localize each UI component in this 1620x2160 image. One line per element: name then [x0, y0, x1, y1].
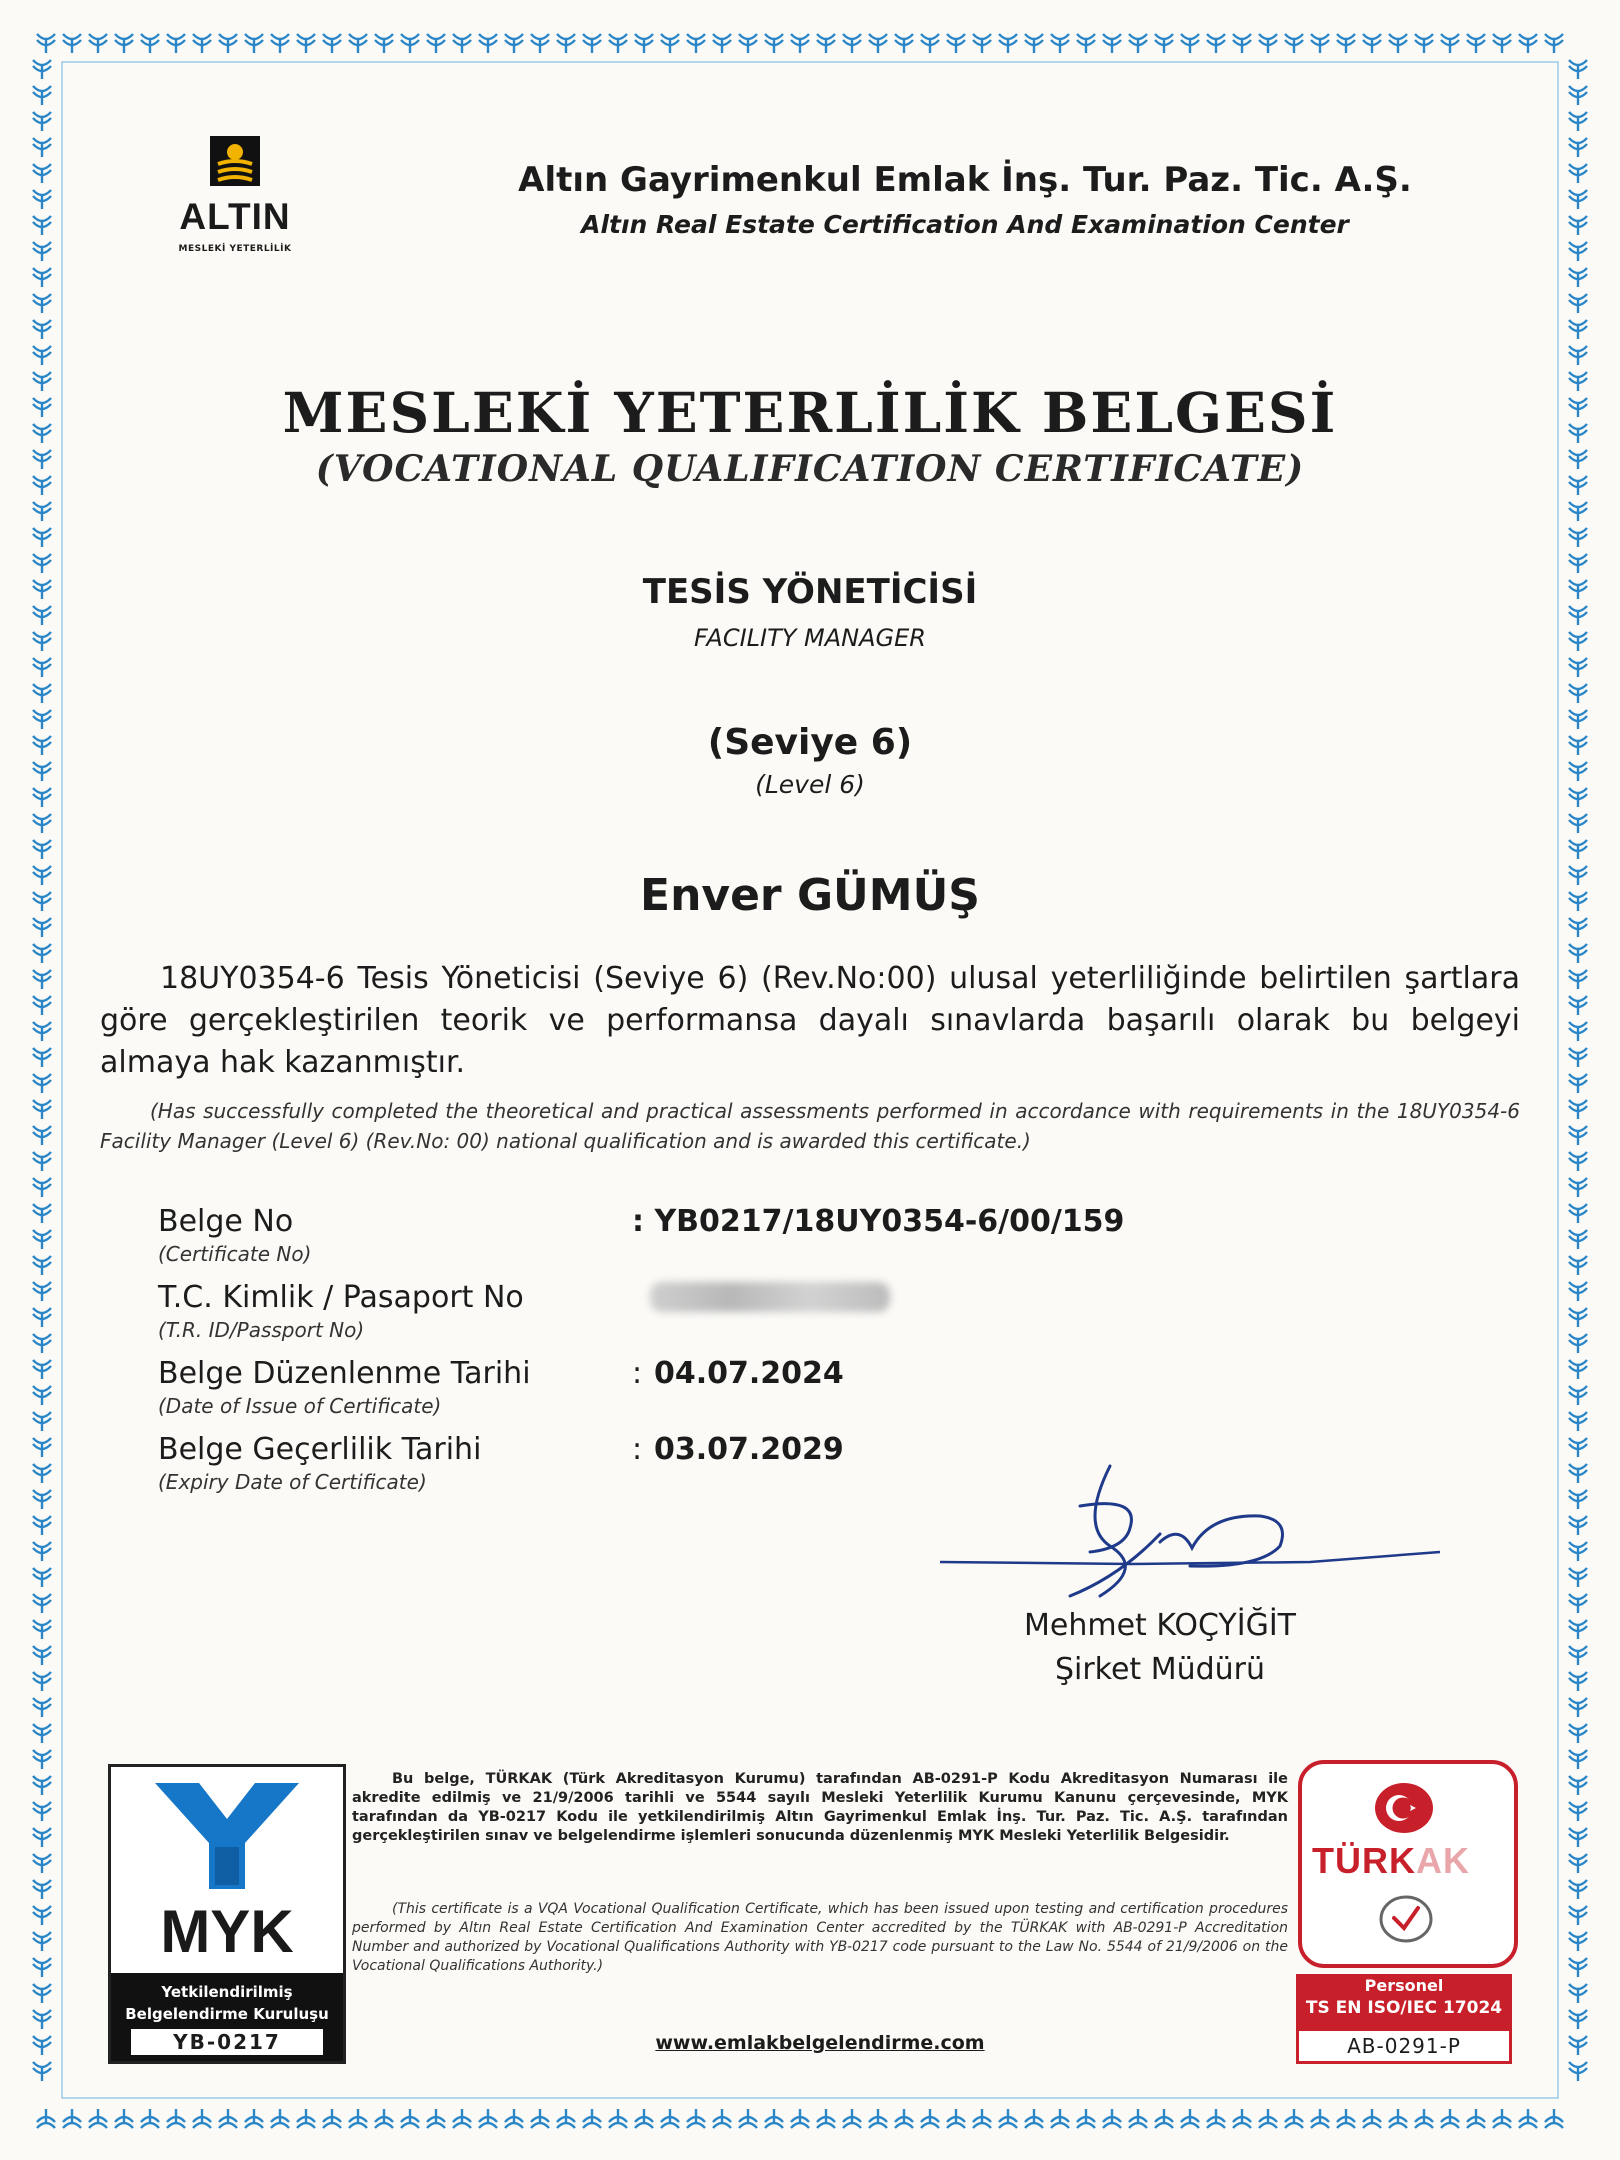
- expiry-date-colon: :: [632, 1432, 643, 1467]
- accreditation-text: Bu belge, TÜRKAK (Türk Akreditasyon Kurumu) tarafından AB-0291-P Kodu Akreditasyon Numarası ile akredite edilmiş ve 21/9/2006 tarihli ve 5544 sayılı Mesleki Yeterlilik Kurumu Kanunu çerçevesinde, MYK tarafından da YB-0217 Kodu ile yetkilendirilmiş Altın Gayrimenkul Emlak İnş. Tur. Paz. Tic. A.Ş. tarafından gerçekleştirilen sınav ve belgelendirme işlemleri sonucunda düzenlenmiş MYK Mesleki Yeterlilik Belgesidir.: [352, 1771, 1288, 1844]
- turkak-scheme-line1: Personel: [1364, 1976, 1444, 1995]
- qualification-level-en: (Level 6): [755, 770, 865, 799]
- turkak-wordmark: TÜRKAK: [1312, 1840, 1470, 1881]
- altin-sun-icon: [206, 136, 264, 186]
- issue-date-colon: :: [632, 1356, 643, 1391]
- logo-wordmark: ALTIN: [179, 196, 291, 237]
- issuer-name: Altın Gayrimenkul Emlak İnş. Tur. Paz. Tic. A.Ş.: [518, 160, 1412, 200]
- myk-wordmark: MYK: [160, 1898, 294, 1965]
- signatory-name: Mehmet KOÇYİĞİT: [1024, 1608, 1296, 1643]
- turkak-logo: [1298, 1760, 1518, 1968]
- issue-date-label-en: (Date of Issue of Certificate): [158, 1394, 442, 1418]
- logo-subtitle: MESLEKİ YETERLİLİK: [178, 244, 292, 254]
- expiry-date-label: Belge Geçerlilik Tarihi: [158, 1432, 482, 1467]
- turkish-flag-icon: [1374, 1782, 1434, 1834]
- check-seal-icon: [1378, 1894, 1434, 1944]
- myk-label-line2: Belgelendirme Kuruluşu: [125, 2005, 329, 2023]
- issue-date-label: Belge Düzenlenme Tarihi: [158, 1356, 531, 1391]
- qualification-title: TESİS YÖNETİCİSİ: [642, 572, 978, 612]
- certificate-title: MESLEKİ YETERLİLİK BELGESİ: [282, 380, 1338, 445]
- altin-logo: [150, 136, 320, 266]
- myk-emblem-icon: [147, 1777, 307, 1895]
- accreditation-text-en: (This certificate is a VQA Vocational Qualification Certificate, which has been issued upon testing and certification procedures performed by Altın Real Estate Certification And Examination Center accredited by the TÜRKAK with AB-0291-P Accreditation Number and authorized by Vocational Qualifications Authority with YB-0217 code pursuant to the Law No. 5544 of 21/9/2006 on the Vocational Qualifications Authority.): [352, 1901, 1288, 1974]
- website-link[interactable]: www.emlakbelgelendirme.com: [655, 2032, 985, 2054]
- myk-code: YB-0217: [131, 2029, 323, 2055]
- certificate-no-value: : YB0217/18UY0354-6/00/159: [632, 1204, 1125, 1239]
- id-no-label: T.C. Kimlik / Pasaport No: [158, 1280, 524, 1315]
- myk-label-line1: Yetkilendirilmiş: [161, 1983, 293, 2001]
- id-no-redacted: [650, 1282, 890, 1312]
- signature-image: [930, 1456, 1450, 1626]
- qualification-level: (Seviye 6): [707, 722, 913, 763]
- myk-logo: [108, 1764, 346, 2064]
- certificate-no-label: Belge No: [158, 1204, 294, 1239]
- certificate-statement-en: (Has successfully completed the theoretical and practical assessments performed in accordance with requirements in the 18UY0354-6 Facility Manager (Level 6) (Rev.No: 00) national qualification and is awarded this certificate.): [100, 1099, 1520, 1153]
- qualification-title-en: FACILITY MANAGER: [694, 624, 926, 652]
- certificate-no-label-en: (Certificate No): [158, 1242, 312, 1266]
- issue-date-value: 04.07.2024: [654, 1356, 844, 1391]
- turkak-scheme-line2: TS EN ISO/IEC 17024: [1305, 1998, 1503, 2018]
- certificate-title-en: (VOCATIONAL QUALIFICATION CERTIFICATE): [315, 448, 1305, 490]
- signatory-title: Şirket Müdürü: [1054, 1652, 1266, 1687]
- id-no-label-en: (T.R. ID/Passport No): [158, 1318, 365, 1342]
- turkak-accreditation-code: AB-0291-P: [1296, 2028, 1512, 2064]
- issuer-name-en: Altın Real Estate Certification And Examination Center: [581, 210, 1349, 239]
- expiry-date-value: 03.07.2029: [654, 1432, 844, 1467]
- expiry-date-label-en: (Expiry Date of Certificate): [158, 1470, 427, 1494]
- certificate-statement: 18UY0354-6 Tesis Yöneticisi (Seviye 6) (Rev.No:00) ulusal yeterliliğinde belirtilen şartlara göre gerçekleştirilen teorik ve performansa dayalı sınavlarda başarılı olarak bu belgeyi almaya hak kazanmıştır.: [100, 961, 1520, 1080]
- holder-name: Enver GÜMÜŞ: [640, 870, 980, 921]
